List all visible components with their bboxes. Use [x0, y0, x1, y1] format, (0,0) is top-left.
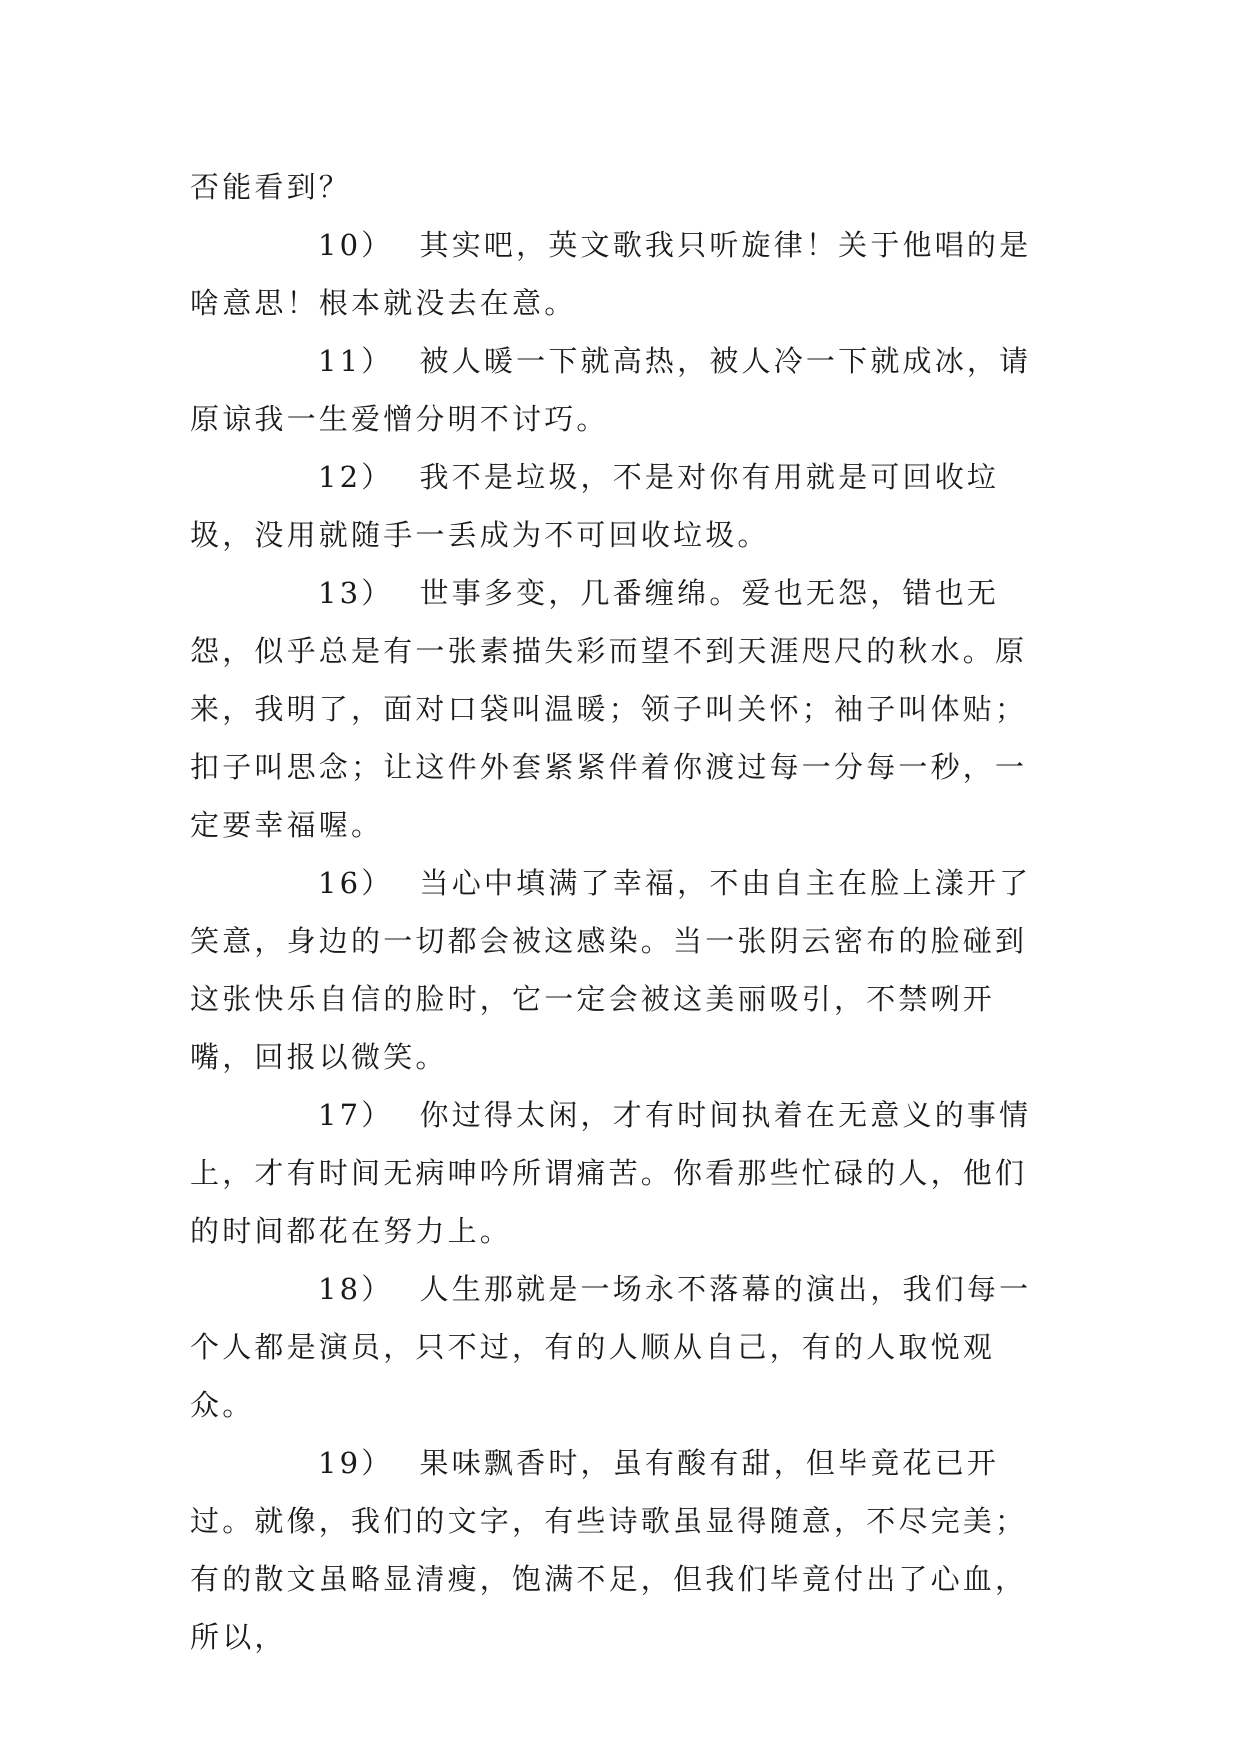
- item-text: 我不是垃圾，不是对你有用就是可回收垃圾，没用就随手一丢成为不可回收垃圾。: [190, 460, 1000, 552]
- item-number: 19）: [318, 1446, 394, 1480]
- list-item: [190, 564, 1052, 854]
- item-number: 16）: [318, 866, 394, 900]
- item-text: 果味飘香时，虽有酸有甜，但毕竟花已开过。就像，我们的文字，有些诗歌虽显得随意，不尽完美；有的散文虽略显清瘦，饱满不足，但我们毕竟付出了心血，所以，: [190, 1446, 1028, 1654]
- opening-line-text: 否能看到？: [190, 170, 352, 204]
- list-item: [190, 448, 1052, 564]
- item-text: 当心中填满了幸福，不由自主在脸上漾开了笑意，身边的一切都会被这感染。当一张阴云密布的脸碰到这张快乐自信的脸时，它一定会被这美丽吸引，不禁咧开嘴，回报以微笑。: [190, 866, 1032, 1074]
- item-number: 12）: [318, 460, 394, 494]
- list-item: [190, 1434, 1052, 1666]
- item-text: 被人暖一下就高热，被人冷一下就成冰，请原谅我一生爱憎分明不讨巧。: [190, 344, 1032, 436]
- item-text: 世事多变，几番缠绵。爱也无怨，错也无怨，似乎总是有一张素描失彩而望不到天涯咫尺的秋水。原来，我明了，面对口袋叫温暖；领子叫关怀；袖子叫体贴；扣子叫思念；让这件外套紧紧伴着你渡过每一分每一秒，一定要幸福喔。: [190, 576, 1028, 842]
- item-number: 13）: [318, 576, 394, 610]
- opening-line: [190, 158, 1052, 216]
- item-number: 18）: [318, 1272, 394, 1306]
- item-text: 人生那就是一场永不落幕的演出，我们每一个人都是演员，只不过，有的人顺从自己，有的人取悦观众。: [190, 1272, 1032, 1422]
- item-number: 10）: [318, 228, 394, 262]
- item-text: 你过得太闲，才有时间执着在无意义的事情上，才有时间无病呻吟所谓痛苦。你看那些忙碌的人，他们的时间都花在努力上。: [190, 1098, 1032, 1248]
- item-number: 11）: [318, 344, 394, 378]
- item-number: 17）: [318, 1098, 394, 1132]
- document-body: [190, 158, 1052, 1666]
- list-item: [190, 854, 1052, 1086]
- item-text: 其实吧，英文歌我只听旋律！关于他唱的是啥意思！根本就没去在意。: [190, 228, 1032, 320]
- list-item: [190, 1260, 1052, 1434]
- list-item: [190, 216, 1052, 332]
- list-item: [190, 332, 1052, 448]
- list-item: [190, 1086, 1052, 1260]
